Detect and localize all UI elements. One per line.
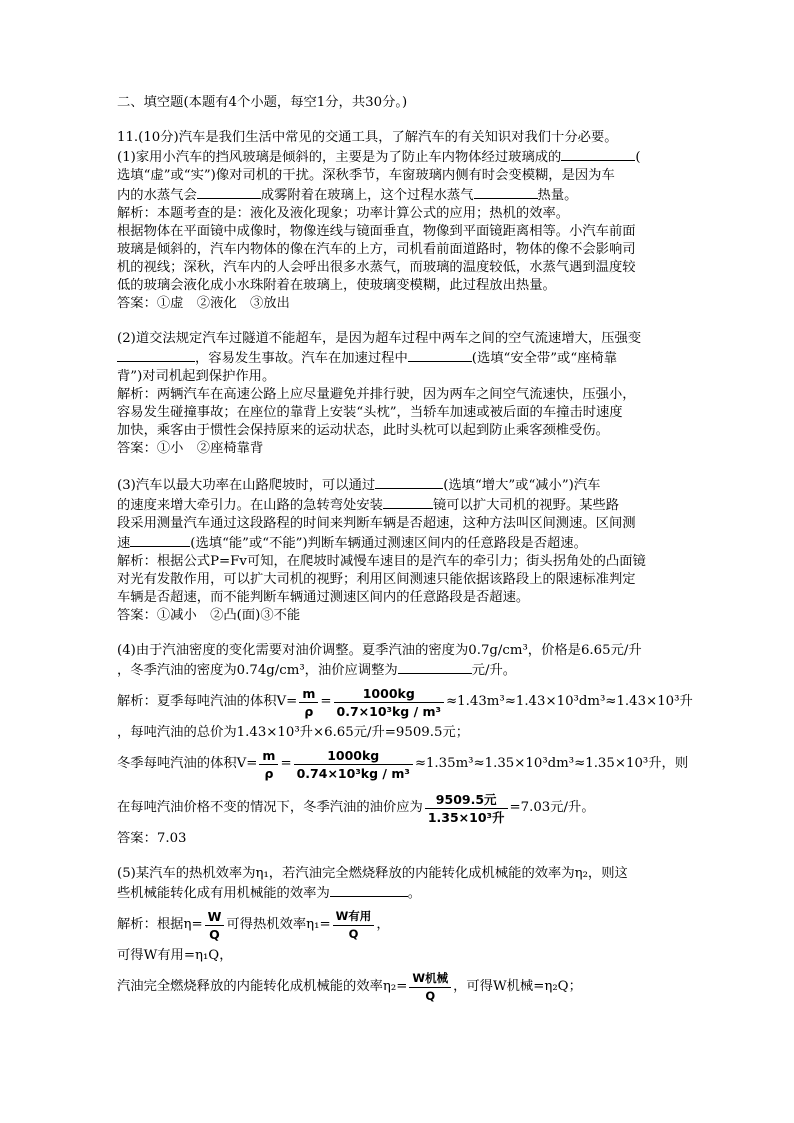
q11-part1-answer: 答案：①虚 ②液化 ③放出	[117, 296, 290, 311]
q11-part3-analysis-1: 解析：根据公式P=Fv可知，在爬坡时减慢车速目的是汽车的牵引力；街头拐角处的凸面镜	[117, 554, 646, 569]
q11-part5-formula-1: 解析：根据η= $\frac{W}{Q}$ 可得热机效率η₁= $\frac{\text{W有用}}{Q}$ ，	[117, 908, 390, 942]
answer-blank[interactable]	[117, 348, 195, 362]
document-page	[117, 94, 697, 1009]
q11-part3-analysis-2: 对光有发散作用，可以扩大司机的视野；利用区间测速只能依据该路段上的限速标准判定	[117, 572, 636, 587]
q11-part2-line3: 背”)对司机起到保护作用。	[117, 369, 276, 384]
q11-part1-analysis-2: 根据物体在平面镜中成像时，物像连线与镜面垂直，物像到平面镜距离相等。小汽车前面	[117, 224, 636, 239]
q11-part1-analysis-4: 机的视线；深秋，汽车内的人会呼出很多水蒸气，而玻璃的温度较低，水蒸气遇到温度较	[117, 260, 636, 275]
q11-part5-formula-2: 汽油完全燃烧释放的内能转化成机械能的效率η₂= $\frac{\text{W机械}}{Q}$ ，可得W机械=η₂Q；	[117, 970, 582, 1003]
q11-part3-analysis-3: 车辆是否超速，而不能判断车辆通过测速区间内的任意路段是否超速。	[117, 590, 530, 605]
q11-part4-line2: ，冬季汽油的密度为0.74g/cm³，油价应调整为 元/升。	[117, 660, 697, 680]
q11-part2-answer: 答案：①小 ②座椅靠背	[117, 441, 264, 456]
q11-part4-total-price: ，每吨汽油的总价为1.43×10³升×6.65元/升=9509.5元；	[117, 725, 470, 740]
q11-part1-line2: 选填“虚”或“实”)像对司机的干扰。深秋季节，车窗玻璃内侧有时会变模糊，是因为车	[117, 168, 615, 183]
fraction: $\frac{m}{\rho}$	[299, 686, 318, 719]
fraction: $\frac{1000kg}{\text{0.74×10³kg / m³}}$	[294, 748, 413, 781]
answer-blank[interactable]	[474, 185, 538, 199]
q11-part2-analysis-2: 容易发生碰撞事故；在座位的靠背上安装“头枕”，当轿车加速或被后面的车撞击时速度	[117, 405, 623, 420]
answer-blank[interactable]	[383, 495, 433, 509]
q11-part1-analysis-3: 玻璃是倾斜的，汽车内物体的像在汽车的上方，司机看前面道路时，物体的像不会影响司	[117, 242, 636, 257]
q11-part4-line1: (4)由于汽油密度的变化需要对油价调整。夏季汽油的密度为0.7g/cm³，价格是6.65元/升	[117, 643, 642, 658]
q11-part1-analysis-5: 低的玻璃会液化成小水珠附着在玻璃上，使玻璃变模糊，此过程放出热量。	[117, 278, 556, 293]
fraction: $\frac{m}{\rho}$	[259, 748, 278, 781]
q11-part1-line3: 内的水蒸气会 成雾附着在玻璃上，这个过程水蒸气 热量。	[117, 185, 697, 205]
fraction: $\frac{W}{Q}$	[205, 909, 225, 942]
q11-part2-line1: (2)道交法规定汽车过隧道不能超车，是因为超车过程中两车之间的空气流速增大，压强变	[117, 331, 642, 346]
q11-part4-formula-winter: 冬季每吨汽油的体积V= $\frac{m}{\rho}$ = $\frac{1000kg}{\text{0.74×10³kg / m³}}$ ≈1.35m³≈1.35×10³dm³≈1.35×10³升，则	[117, 747, 689, 781]
q11-part3-line4: 速 (选填“能”或“不能”)判断车辆通过测速区间内的任意路段是否超速。	[117, 533, 697, 553]
q11-part3-line1: (3)汽车以最大功率在山路爬坡时，可以通过 (选填“增大”或“减小”)汽车	[117, 475, 697, 495]
q11-part3-line3: 段采用测量汽车通过这段路程的时间来判断车辆是否超速，这种方法叫区间测速。区间测	[117, 516, 636, 531]
fraction: $\frac{\text{W机械}}{Q}$	[409, 971, 451, 1004]
q11-part3-line2: 的速度来增大牵引力。在山路的急转弯处安装 镜可以扩大司机的视野。某些路	[117, 495, 697, 515]
fraction: $\frac{\text{9509.5元}}{\text{1.35×10³升}}$	[425, 792, 508, 825]
fraction: $\frac{1000kg}{\text{0.7×10³kg / m³}}$	[334, 686, 445, 719]
answer-blank[interactable]	[398, 660, 472, 674]
answer-blank[interactable]	[561, 147, 635, 161]
q11-part1-analysis-1: 解析：本题考查的是：液化及液化现象；功率计算公式的应用；热机的效率。	[117, 206, 570, 221]
q11-part2-analysis-1: 解析：两辆汽车在高速公路上应尽量避免并排行驶，因为两车之间空气流速快，压强小，	[117, 387, 636, 402]
q11-part3-answer: 答案：①减小 ②凸(面)③不能	[117, 608, 301, 623]
q11-part2-analysis-3: 加快，乘客由于惯性会保持原来的运动状态，此时头枕可以起到防止乘客颈椎受伤。	[117, 423, 609, 438]
section-title: 二、填空题(本题有4个小题，每空1分，共30分。)	[117, 95, 408, 110]
q11-part5-line2: 些机械能转化成有用机械能的效率为 。	[117, 883, 697, 903]
answer-blank[interactable]	[130, 533, 190, 547]
q11-part5-useful-work: 可得W有用=η₁Q，	[117, 948, 233, 963]
answer-blank[interactable]	[408, 348, 472, 362]
q11-part4-formula-summer: 解析：夏季每吨汽油的体积V= $\frac{m}{\rho}$ = $\frac{1000kg}{\text{0.7×10³kg / m³}}$ ≈1.43m³≈1.43×10³dm³≈1.43×10³升	[117, 685, 693, 719]
q11-part1-line1: (1)家用小汽车的挡风玻璃是倾斜的，主要是为了防止车内物体经过玻璃成的 (	[117, 147, 697, 167]
q11-part4-answer: 答案：7.03	[117, 831, 187, 846]
q11-part4-formula-price: 在每吨汽油价格不变的情况下，冬季汽油的油价应为 $\frac{\text{9509.5元}}{\text{1.35×10³升}}$ =7.03元/升。	[117, 791, 595, 825]
q11-part5-line1: (5)某汽车的热机效率为η₁，若汽油完全燃烧释放的内能转化成机械能的效率为η₂，则这	[117, 866, 628, 881]
fraction: $\frac{\text{W有用}}{Q}$	[333, 909, 375, 942]
answer-blank[interactable]	[375, 475, 443, 489]
answer-blank[interactable]	[197, 185, 261, 199]
answer-blank[interactable]	[330, 883, 408, 897]
q11-part2-line2: ，容易发生事故。汽车在加速过程中 (选填“安全带”或“座椅靠	[117, 348, 697, 368]
question-11-header: 11.(10分)汽车是我们生活中常见的交通工具，了解汽车的有关知识对我们十分必要。	[117, 130, 618, 145]
